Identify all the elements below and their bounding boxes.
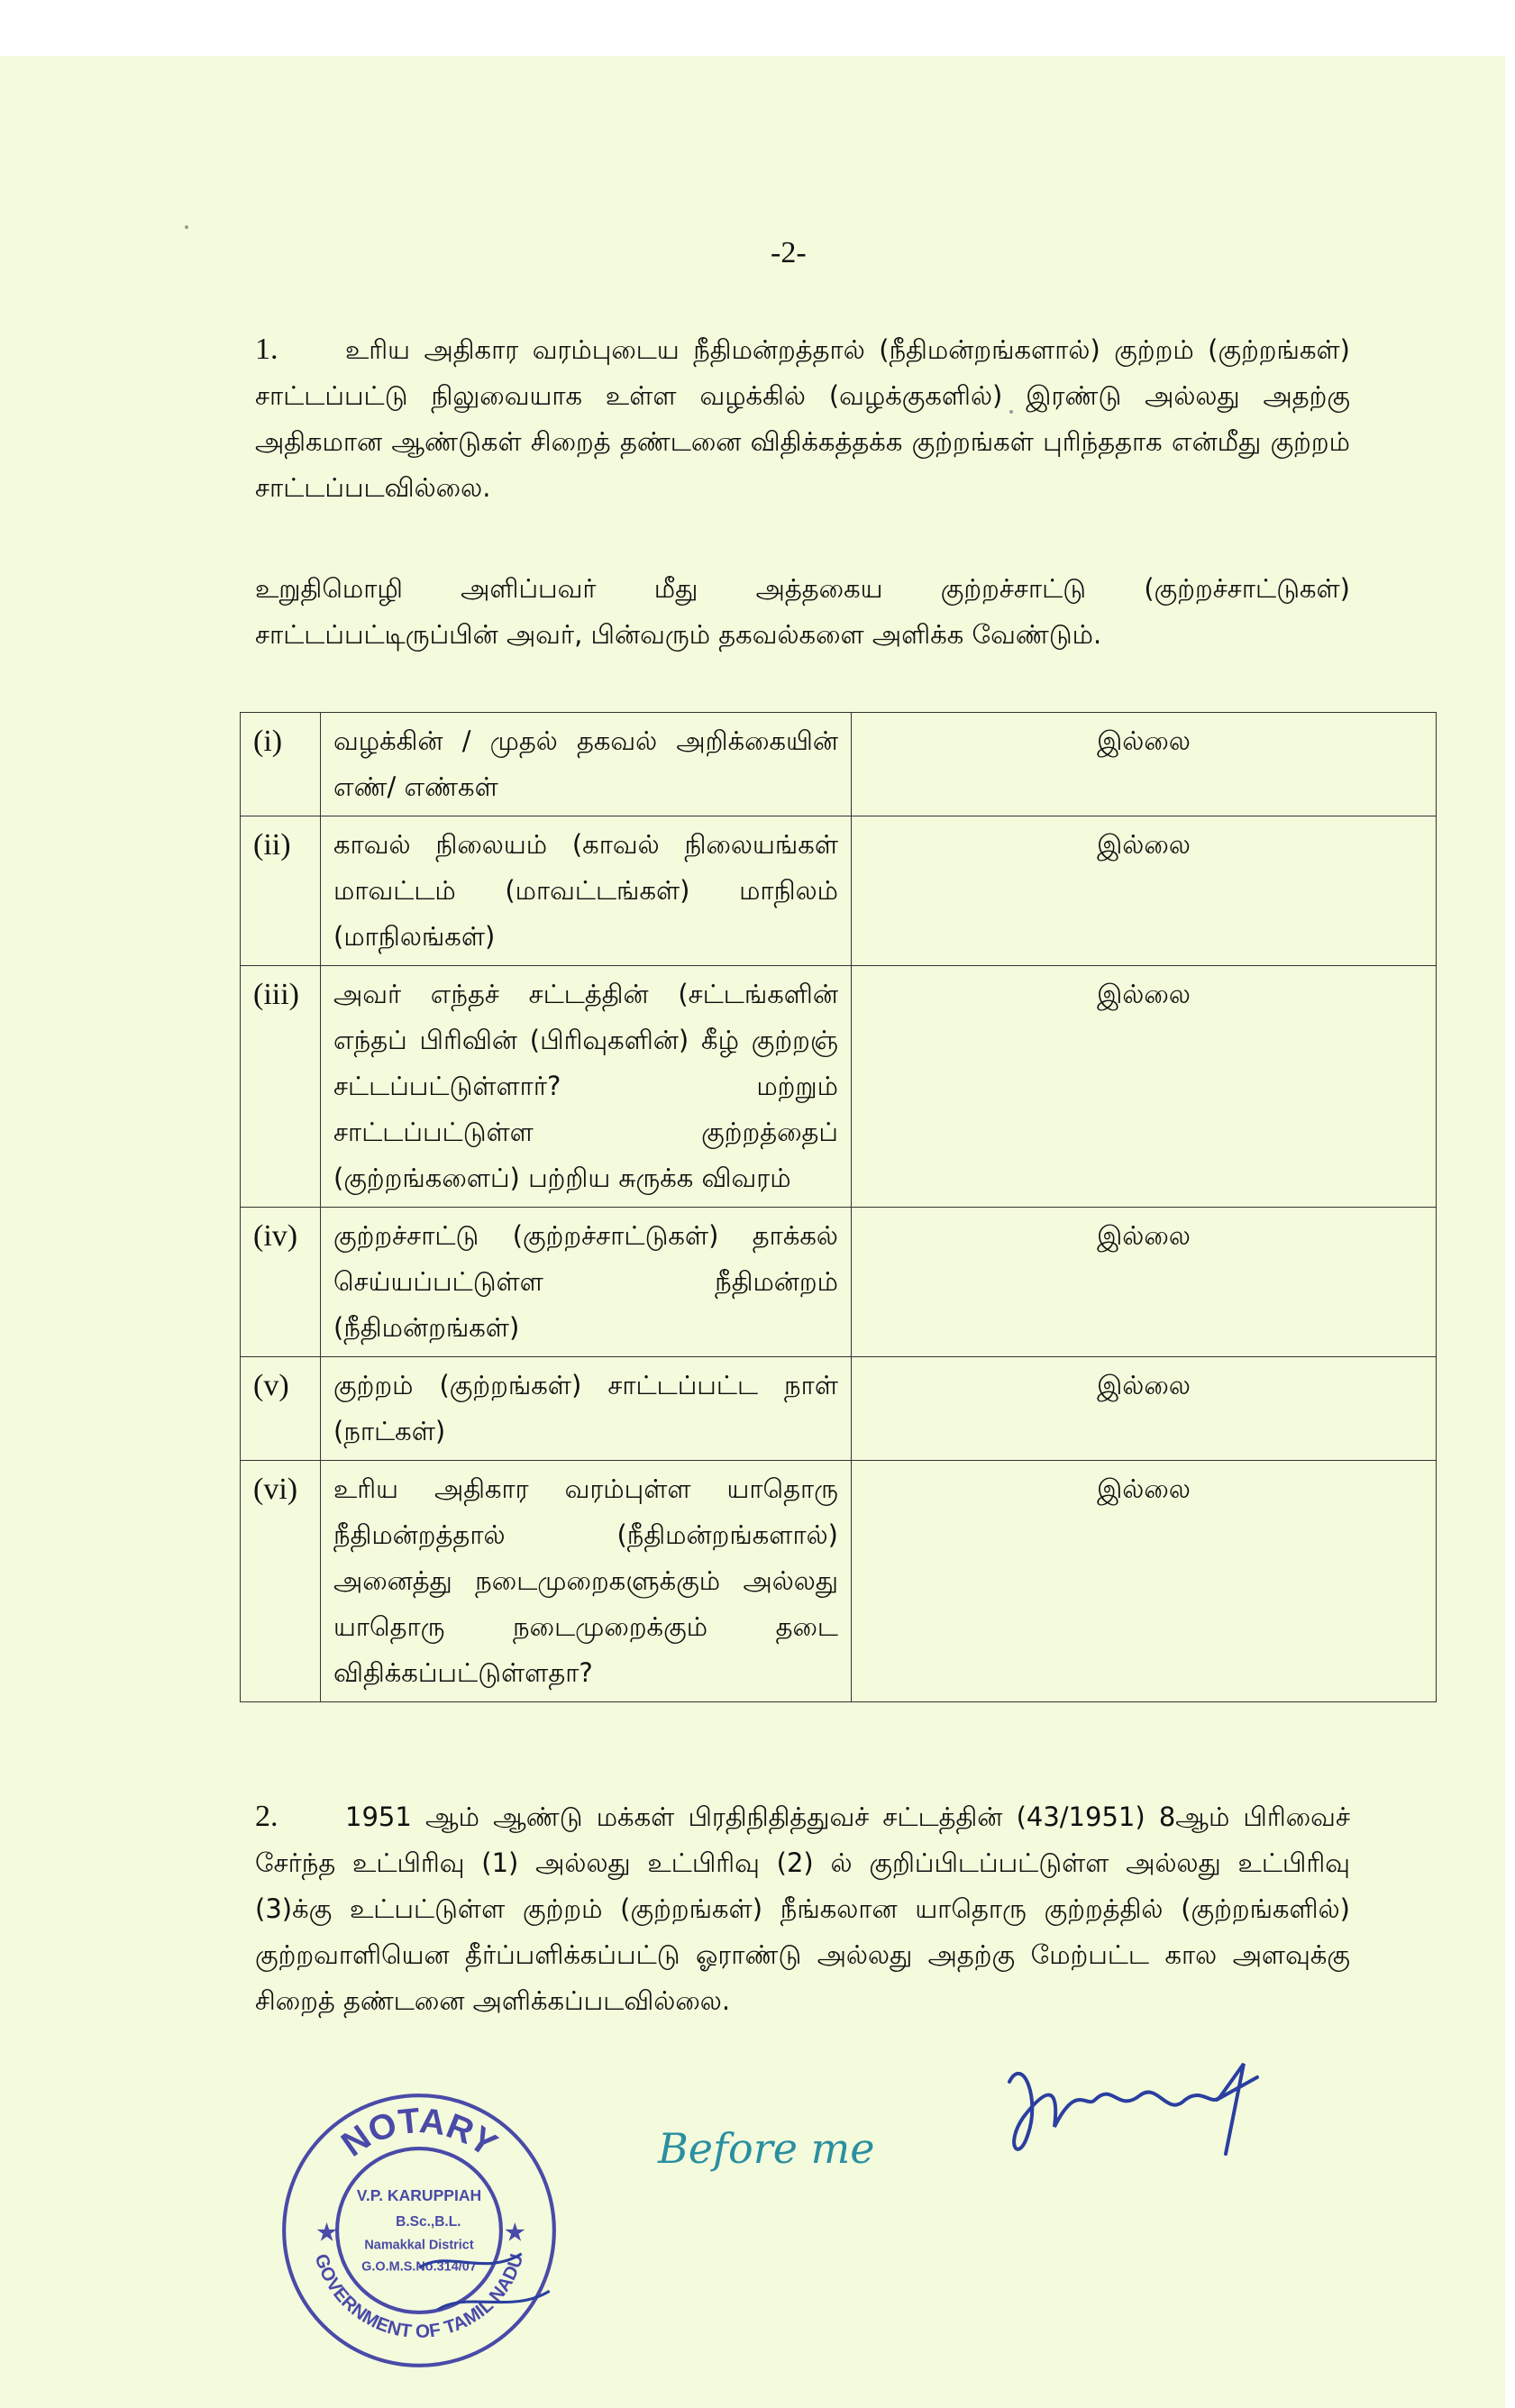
row-answer: இல்லை <box>852 1357 1437 1461</box>
row-question: குற்றச்சாட்டு (குற்றச்சாட்டுகள்) தாக்கல் செய்யப்பட்டுள்ள நீதிமன்றம் (நீதிமன்றங்கள்) <box>321 1208 852 1357</box>
row-question: வழக்கின் / முதல் தகவல் அறிக்கையின் எண்/ எண்கள் <box>321 713 852 816</box>
paragraph-number: 1. <box>255 333 278 366</box>
paragraph-1 <box>255 326 1350 511</box>
deponent-signature <box>987 2046 1284 2172</box>
before-me-text: Before me <box>658 2124 875 2173</box>
paragraph-number: 2. <box>255 1800 278 1833</box>
paragraph-text: 1951 ஆம் ஆண்டு மக்கள் பிரதிநிதித்துவச் சட்டத்தின் (43/1951) 8ஆம் பிரிவைச் சேர்ந்த உட்பிரிவு (1) அல்லது உட்பிரிவு (2) ல் குறிப்பிடப்பட்டுள்ள அல்லது உட்பிரிவு (3)க்கு உட்பட்டுள்ள குற்றம் (குற்றங்கள்) நீங்கலான யாதொரு குற்றத்தில் (குற்றங்களில்) குற்றவாளியென தீர்ப்பளிக்கப்பட்டு ஓராண்டு அல்லது அதற்கு மேற்பட்ட கால அளவுக்கு சிறைத் தண்டனை அளிக்கப்படவில்லை. <box>255 1801 1350 2016</box>
table-row <box>241 1461 1437 1702</box>
speck <box>185 225 188 229</box>
table-row <box>241 713 1437 816</box>
table-row <box>241 816 1437 966</box>
star-icon: ★ <box>505 2221 525 2246</box>
seal-order: G.O.M.S.No.314/07 <box>361 2259 477 2275</box>
page-number: -2- <box>771 236 807 269</box>
row-answer: இல்லை <box>852 1461 1437 1702</box>
notary-seal <box>279 2091 559 2370</box>
seal-top-text: NOTARY <box>333 2100 505 2165</box>
row-answer: இல்லை <box>852 1208 1437 1357</box>
row-answer: இல்லை <box>852 713 1437 816</box>
table-row <box>241 966 1437 1208</box>
row-number: (ii) <box>241 816 321 966</box>
paragraph-text: உறுதிமொழி அளிப்பவர் மீது அத்தகைய குற்றச்சாட்டு (குற்றச்சாட்டுகள்) சாட்டப்பட்டிருப்பின் அவர், பின்வரும் தகவல்களை அளிக்க வேண்டும். <box>255 573 1350 650</box>
row-number: (i) <box>241 713 321 816</box>
row-answer: இல்லை <box>852 816 1437 966</box>
row-number: (iv) <box>241 1208 321 1357</box>
seal-degree: B.Sc.,B.L. <box>396 2213 461 2230</box>
seal-district: Namakkal District <box>364 2238 474 2253</box>
before-me-signature <box>649 2109 919 2190</box>
row-question: காவல் நிலையம் (காவல் நிலையங்கள் மாவட்டம் (மாவட்டங்கள்) மாநிலம் (மாநிலங்கள்) <box>321 816 852 966</box>
seal-name: V.P. KARUPPIAH <box>356 2185 482 2204</box>
star-icon: ★ <box>316 2221 337 2246</box>
table-row <box>241 1357 1437 1461</box>
paragraph-text: உரிய அதிகார வரம்புடைய நீதிமன்றத்தால் (நீதிமன்றங்களால்) குற்றம் (குற்றங்கள்) சாட்டப்பட்டு நிலுவையாக உள்ள வழக்கில் (வழக்குகளில்) இரண்டு அல்லது அதற்கு அதிகமான ஆண்டுகள் சிறைத் தண்டனை விதிக்கத்தக்க குற்றங்கள் புரிந்ததாக என்மீது குற்றம் சாட்டப்படவில்லை. <box>255 334 1350 503</box>
details-table <box>240 712 1437 1702</box>
row-answer: இல்லை <box>852 966 1437 1208</box>
paragraph-2 <box>255 566 1350 658</box>
row-question: குற்றம் (குற்றங்கள்) சாட்டப்பட்ட நாள் (நாட்கள்) <box>321 1357 852 1461</box>
row-number: (iii) <box>241 966 321 1208</box>
row-number: (v) <box>241 1357 321 1461</box>
row-question: அவர் எந்தச் சட்டத்தின் (சட்டங்களின் எந்தப் பிரிவின் (பிரிவுகளின்) கீழ் குற்றஞ் சட்டப்பட்டுள்ளார்? மற்றும் சாட்டப்பட்டுள்ள குற்றத்தைப் (குற்றங்களைப்) பற்றிய சுருக்க விவரம் <box>321 966 852 1208</box>
table-row <box>241 1208 1437 1357</box>
row-number: (vi) <box>241 1461 321 1702</box>
paragraph-3 <box>255 1793 1350 2024</box>
seal-bottom-text: GOVERNMENT OF TAMIL NADU <box>310 2251 528 2343</box>
row-question: உரிய அதிகார வரம்புள்ள யாதொரு நீதிமன்றத்தால் (நீதிமன்றங்களால்) அனைத்து நடைமுறைகளுக்கும் அல்லது யாதொரு நடைமுறைக்கும் தடை விதிக்கப்பட்டுள்ளதா? <box>321 1461 852 1702</box>
